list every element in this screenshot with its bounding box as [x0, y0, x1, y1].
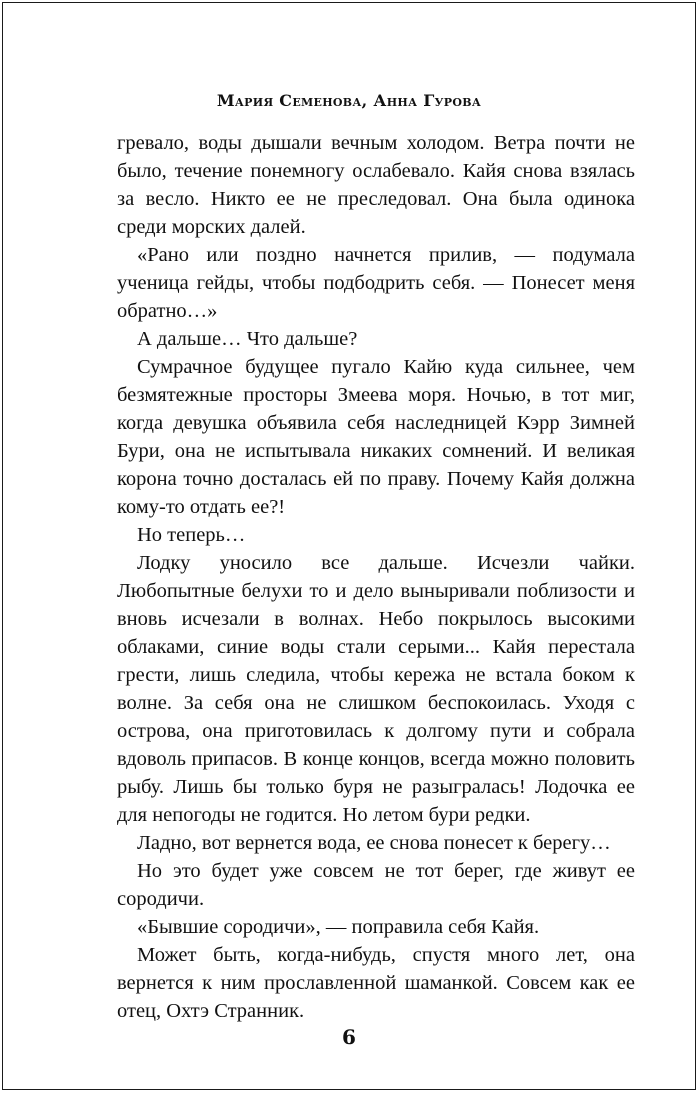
paragraph-3: А дальше… Что дальше?	[137, 328, 358, 350]
paragraph-10: Может быть, когда-нибудь, спустя много лет, она вернется к ним прославленной шаманкой. Совсем как ее отец, Охтэ Странник.	[117, 944, 635, 1022]
paragraph-5: Но теперь…	[137, 524, 246, 546]
paragraph-7: Ладно, вот вернется вода, ее снова понесет к берегу…	[137, 832, 611, 854]
page-number: 6	[342, 1025, 356, 1049]
paragraph-2: «Рано или поздно начнется прилив, — подумала ученица гейды, чтобы подбодрить себя. — Понесет меня обратно…»	[117, 244, 635, 322]
paragraph-6: Лодку уносило все дальше. Исчезли чайки. Любопытные белухи то и дело выныривали поблизости и вновь исчезали в волнах. Небо покрылось высокими облаками, синие воды стали серыми... Кайя перестала грести, лишь следила, чтобы кережа не встала боком к волне. За себя она не слишком беспокоилась. Уходя с острова, она приготовилась к долгому пути и собрала вдоволь припасов. В конце концов, всегда можно половить рыбу. Лишь бы только буря не разыгралась! Лодочка ее для непогоды не годится. Но летом бури редки.	[117, 552, 635, 826]
paragraph-8: Но это будет уже совсем не тот берег, где живут ее сородичи.	[117, 860, 635, 910]
paragraph-9: «Бывшие сородичи», — поправила себя Кайя.	[137, 916, 540, 938]
running-header: Мария Семенова, Анна Гурова	[216, 91, 482, 110]
paragraph-4: Сумрачное будущее пугало Кайю куда сильнее, чем безмятежные просторы Змеева моря. Ночью, в тот миг, когда девушка объявила себя наследницей Кэрр Зимней Бури, она не испытывала никаких сомнений. И великая корона точно досталась ей по праву. Почему Кайя должна кому-то отдать ее?!	[117, 356, 635, 518]
page-body-text	[117, 129, 635, 1025]
paragraph-1: гревало, воды дышали вечным холодом. Ветра почти не было, течение понемногу ослабевало. Кайя снова взялась за весло. Никто ее не преследовал. Она была одинока среди морских далей.	[117, 132, 635, 238]
book-page	[2, 2, 696, 1090]
